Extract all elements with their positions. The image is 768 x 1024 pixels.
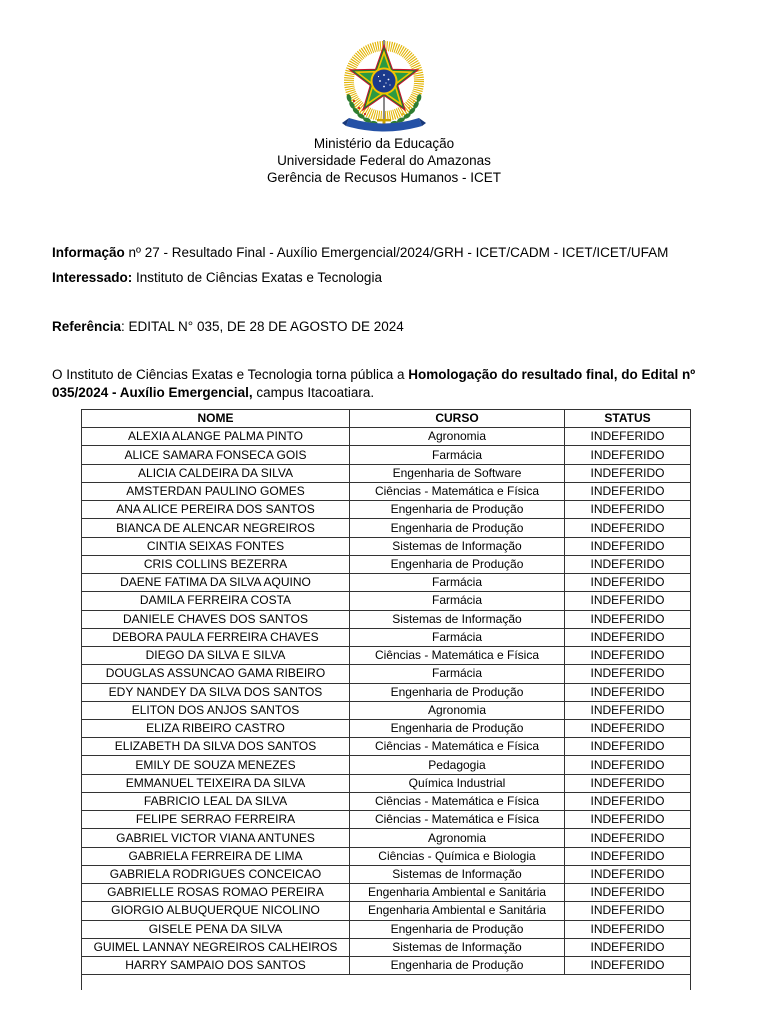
- table-row: [82, 628, 691, 646]
- interested-label: Interessado:: [52, 270, 133, 285]
- institution-header: [0, 135, 768, 186]
- cell-status: INDEFERIDO: [565, 428, 691, 446]
- cell-status: INDEFERIDO: [565, 738, 691, 756]
- cell-course: Sistemas de Informação: [350, 938, 565, 956]
- table-row: [82, 683, 691, 701]
- cell-status: INDEFERIDO: [565, 884, 691, 902]
- cell-course: Engenharia de Produção: [350, 683, 565, 701]
- table-row: [82, 938, 691, 956]
- cell-course: Agronomia: [350, 428, 565, 446]
- cell-course: Engenharia Ambiental e Sanitária: [350, 884, 565, 902]
- cell-status: INDEFERIDO: [565, 519, 691, 537]
- cell-course: Engenharia de Software: [350, 464, 565, 482]
- cell-course: Agronomia: [350, 701, 565, 719]
- cell-course: Farmácia: [350, 628, 565, 646]
- cell-course: Engenharia de Produção: [350, 519, 565, 537]
- cell-status: INDEFERIDO: [565, 902, 691, 920]
- reference-label: Referência: [52, 319, 122, 334]
- cell-name: BIANCA DE ALENCAR NEGREIROS: [82, 519, 350, 537]
- cell-course: Ciências - Matemática e Física: [350, 792, 565, 810]
- reference-line: [52, 318, 404, 335]
- table-row: [82, 884, 691, 902]
- table-row: [82, 792, 691, 810]
- information-label: Informação: [52, 245, 125, 260]
- cell-status: INDEFERIDO: [565, 482, 691, 500]
- table-row: [82, 647, 691, 665]
- cell-course: Sistemas de Informação: [350, 537, 565, 555]
- table-row: [82, 829, 691, 847]
- table-row: [82, 811, 691, 829]
- cell-name: HARRY SAMPAIO DOS SANTOS: [82, 957, 350, 975]
- emblem-globe: [371, 68, 398, 95]
- cell-course: Engenharia de Produção: [350, 555, 565, 573]
- department-name: Gerência de Recusos Humanos - ICET: [266, 170, 502, 185]
- cell-name: DEBORA PAULA FERREIRA CHAVES: [82, 628, 350, 646]
- cell-name: ELIZABETH DA SILVA DOS SANTOS: [82, 738, 350, 756]
- cell-name: DANIELE CHAVES DOS SANTOS: [82, 610, 350, 628]
- cell-name: GABRIELA RODRIGUES CONCEICAO: [82, 865, 350, 883]
- cell-status: INDEFERIDO: [565, 446, 691, 464]
- cell-name: CINTIA SEIXAS FONTES: [82, 537, 350, 555]
- table-row: [82, 738, 691, 756]
- table-row: [82, 957, 691, 975]
- cell-course: Engenharia de Produção: [350, 920, 565, 938]
- table-row: [82, 428, 691, 446]
- cell-status: INDEFERIDO: [565, 537, 691, 555]
- cell-status: INDEFERIDO: [565, 701, 691, 719]
- cell-course: Química Industrial: [350, 774, 565, 792]
- table-continuation: [81, 974, 691, 990]
- cell-status: INDEFERIDO: [565, 920, 691, 938]
- cell-name: GIORGIO ALBUQUERQUE NICOLINO: [82, 902, 350, 920]
- paragraph-bold-line1: Homologação do resultado final, do Edital nº: [408, 367, 696, 382]
- table-row: [82, 774, 691, 792]
- cell-name: EDY NANDEY DA SILVA DOS SANTOS: [82, 683, 350, 701]
- cell-name: ALICE SAMARA FONSECA GOIS: [82, 446, 350, 464]
- announcement-paragraph: [52, 366, 695, 402]
- cell-status: INDEFERIDO: [565, 774, 691, 792]
- table-row: [82, 665, 691, 683]
- table-row: [82, 756, 691, 774]
- cell-name: FABRICIO LEAL DA SILVA: [82, 792, 350, 810]
- cell-status: INDEFERIDO: [565, 628, 691, 646]
- table-row: [82, 482, 691, 500]
- cell-name: AMSTERDAN PAULINO GOMES: [82, 482, 350, 500]
- cell-name: DOUGLAS ASSUNCAO GAMA RIBEIRO: [82, 665, 350, 683]
- table-header-row: [82, 410, 691, 428]
- column-header-name: NOME: [82, 410, 350, 428]
- information-text: nº 27 - Resultado Final - Auxílio Emergencial/2024/GRH - ICET/CADM - ICET/ICET/UFAM: [128, 245, 669, 260]
- cell-name: GUIMEL LANNAY NEGREIROS CALHEIROS: [82, 938, 350, 956]
- cell-name: EMMANUEL TEIXEIRA DA SILVA: [82, 774, 350, 792]
- cell-name: GABRIELA FERREIRA DE LIMA: [82, 847, 350, 865]
- cell-course: Engenharia de Produção: [350, 501, 565, 519]
- cell-status: INDEFERIDO: [565, 829, 691, 847]
- paragraph-bold-line2: 035/2024 - Auxílio Emergencial,: [52, 385, 253, 400]
- cell-status: INDEFERIDO: [565, 847, 691, 865]
- cell-status: INDEFERIDO: [565, 719, 691, 737]
- cell-course: Sistemas de Informação: [350, 865, 565, 883]
- table-row: [82, 865, 691, 883]
- table-row: [82, 464, 691, 482]
- cell-name: DAMILA FERREIRA COSTA: [82, 592, 350, 610]
- cell-course: Agronomia: [350, 829, 565, 847]
- cell-status: INDEFERIDO: [565, 555, 691, 573]
- cell-course: Sistemas de Informação: [350, 610, 565, 628]
- table-row: [82, 592, 691, 610]
- cell-name: ALEXIA ALANGE PALMA PINTO: [82, 428, 350, 446]
- cell-status: INDEFERIDO: [565, 647, 691, 665]
- cell-name: ANA ALICE PEREIRA DOS SANTOS: [82, 501, 350, 519]
- cell-course: Engenharia Ambiental e Sanitária: [350, 902, 565, 920]
- cell-course: Ciências - Matemática e Física: [350, 647, 565, 665]
- table-row: [82, 610, 691, 628]
- cell-course: Farmácia: [350, 446, 565, 464]
- cell-name: EMILY DE SOUZA MENEZES: [82, 756, 350, 774]
- brazil-coat-of-arms-icon: [339, 39, 429, 135]
- cell-status: INDEFERIDO: [565, 957, 691, 975]
- cell-status: INDEFERIDO: [565, 464, 691, 482]
- cell-name: FELIPE SERRAO FERREIRA: [82, 811, 350, 829]
- paragraph-outro: campus Itacoatiara.: [256, 385, 375, 400]
- table-row: [82, 555, 691, 573]
- cell-name: DIEGO DA SILVA E SILVA: [82, 647, 350, 665]
- table-row: [82, 519, 691, 537]
- table-row: [82, 446, 691, 464]
- cell-name: GABRIELLE ROSAS ROMAO PEREIRA: [82, 884, 350, 902]
- cell-status: INDEFERIDO: [565, 501, 691, 519]
- cell-course: Ciências - Matemática e Física: [350, 738, 565, 756]
- cell-status: INDEFERIDO: [565, 683, 691, 701]
- results-table: [81, 409, 691, 975]
- reference-text: : EDITAL N° 035, DE 28 DE AGOSTO DE 2024: [121, 319, 404, 334]
- table-row: [82, 902, 691, 920]
- cell-name: GABRIEL VICTOR VIANA ANTUNES: [82, 829, 350, 847]
- cell-status: INDEFERIDO: [565, 811, 691, 829]
- table-row: [82, 701, 691, 719]
- cell-course: Farmácia: [350, 592, 565, 610]
- cell-status: INDEFERIDO: [565, 592, 691, 610]
- table-row: [82, 537, 691, 555]
- column-header-status: STATUS: [565, 410, 691, 428]
- column-header-course: CURSO: [350, 410, 565, 428]
- cell-status: INDEFERIDO: [565, 610, 691, 628]
- university-name: Universidade Federal do Amazonas: [277, 153, 491, 168]
- cell-status: INDEFERIDO: [565, 574, 691, 592]
- table-row: [82, 574, 691, 592]
- table-row: [82, 501, 691, 519]
- table-row: [82, 719, 691, 737]
- cell-course: Farmácia: [350, 574, 565, 592]
- cell-status: INDEFERIDO: [565, 665, 691, 683]
- cell-status: INDEFERIDO: [565, 756, 691, 774]
- interested-line: [52, 269, 382, 286]
- cell-name: ELITON DOS ANJOS SANTOS: [82, 701, 350, 719]
- cell-name: ELIZA RIBEIRO CASTRO: [82, 719, 350, 737]
- cell-name: ALICIA CALDEIRA DA SILVA: [82, 464, 350, 482]
- paragraph-intro: O Instituto de Ciências Exatas e Tecnologia torna pública a: [52, 367, 405, 382]
- cell-course: Engenharia de Produção: [350, 957, 565, 975]
- cell-name: DAENE FATIMA DA SILVA AQUINO: [82, 574, 350, 592]
- cell-course: Pedagogia: [350, 756, 565, 774]
- cell-status: INDEFERIDO: [565, 865, 691, 883]
- cell-name: CRIS COLLINS BEZERRA: [82, 555, 350, 573]
- cell-course: Ciências - Matemática e Física: [350, 482, 565, 500]
- cell-name: GISELE PENA DA SILVA: [82, 920, 350, 938]
- table-row: [82, 920, 691, 938]
- cell-course: Farmácia: [350, 665, 565, 683]
- interested-text: Instituto de Ciências Exatas e Tecnologia: [136, 270, 382, 285]
- cell-status: INDEFERIDO: [565, 938, 691, 956]
- information-line: [52, 244, 668, 261]
- cell-course: Engenharia de Produção: [350, 719, 565, 737]
- table-body: [82, 428, 691, 975]
- table-row: [82, 847, 691, 865]
- ministry-name: Ministério da Educação: [313, 136, 455, 151]
- cell-course: Ciências - Química e Biologia: [350, 847, 565, 865]
- cell-course: Ciências - Matemática e Física: [350, 811, 565, 829]
- cell-status: INDEFERIDO: [565, 792, 691, 810]
